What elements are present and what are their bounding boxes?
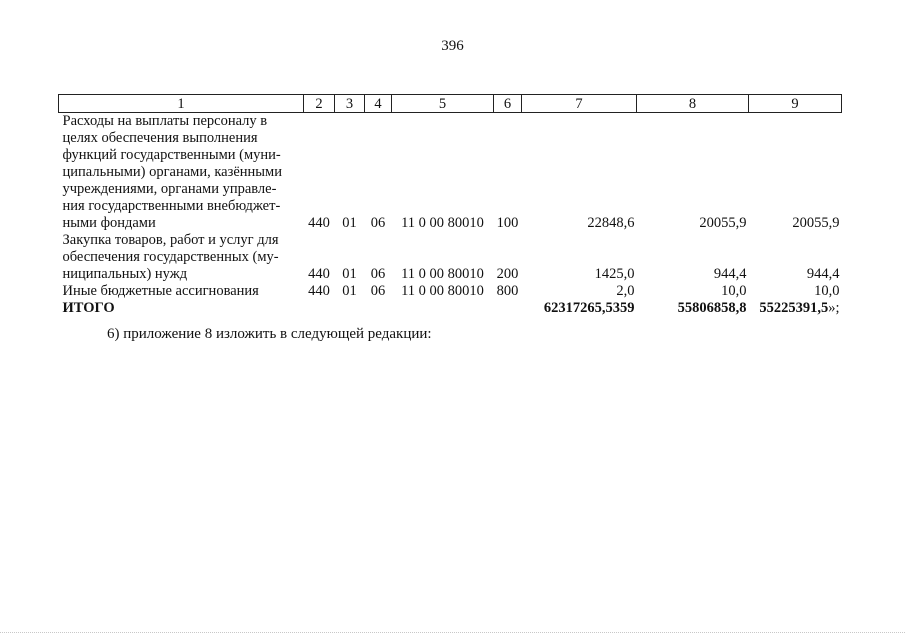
cell-amount-col9: 20055,9 (792, 215, 840, 231)
cell-subsection: 06 (370, 266, 386, 282)
row-name-line: целях обеспечения выполнения (62, 130, 258, 146)
row-name (59, 232, 304, 283)
total-row (59, 300, 842, 317)
scan-artifact-line (0, 632, 905, 634)
cell-section: 01 (342, 215, 357, 231)
cell-amount-col8: 944,4 (713, 266, 747, 282)
cell-target-article: 11 0 00 80010 (401, 283, 484, 299)
cell-amount-col8: 10,0 (721, 283, 747, 299)
cell-expense-type: 200 (496, 266, 519, 282)
budget-table (58, 94, 842, 317)
cell-ministry-code: 440 (308, 283, 330, 299)
cell-section: 01 (342, 283, 357, 299)
total-amount-col8: 55806858,8 (677, 300, 747, 316)
header-col-1: 1 (59, 95, 304, 113)
row-name-line: ципальными) органами, казёнными (62, 164, 282, 180)
row-name (59, 113, 304, 233)
header-col-9: 9 (749, 95, 842, 113)
header-col-6: 6 (494, 95, 522, 113)
row-name-line: обеспечения государственных (му- (62, 249, 279, 265)
total-amount-col7: 62317265,5359 (543, 300, 635, 316)
cell-amount-col9: 10,0 (814, 283, 840, 299)
cell-subsection: 06 (370, 283, 386, 299)
row-name-line: учреждениями, органами управле- (62, 181, 277, 197)
amendment-note: 6) приложение 8 изложить в следующей редакции: (107, 326, 432, 342)
row-name-line: ниципальных) нужд (62, 266, 188, 282)
table-header (59, 95, 842, 113)
table-row (59, 232, 842, 283)
header-col-3: 3 (335, 95, 365, 113)
cell-expense-type: 100 (496, 215, 519, 231)
cell-amount-col7: 22848,6 (587, 215, 635, 231)
row-name-line: ния государственными внебюджет- (62, 198, 281, 214)
cell-expense-type: 800 (496, 283, 519, 299)
total-amount-col9 (749, 300, 842, 317)
header-col-2: 2 (304, 95, 335, 113)
table-row (59, 113, 842, 233)
cell-amount-col7: 1425,0 (594, 266, 635, 282)
cell-subsection: 06 (370, 215, 386, 231)
row-name-line: ными фондами (62, 215, 156, 231)
table-row (59, 283, 842, 300)
row-name-line: Иные бюджетные ассигнования (62, 283, 259, 299)
header-col-8: 8 (637, 95, 749, 113)
cell-target-article: 11 0 00 80010 (401, 215, 484, 231)
cell-amount-col7: 2,0 (616, 283, 635, 299)
total-label: ИТОГО (62, 300, 115, 316)
page-number: 396 (441, 38, 464, 54)
cell-ministry-code: 440 (308, 215, 330, 231)
row-name (59, 283, 304, 300)
row-name-line: функций государственными (муни- (62, 147, 281, 163)
cell-amount-col8: 20055,9 (699, 215, 747, 231)
cell-target-article: 11 0 00 80010 (401, 266, 484, 282)
cell-section: 01 (342, 266, 357, 282)
closing-quote: »; (828, 300, 840, 316)
header-col-5: 5 (392, 95, 494, 113)
cell-ministry-code: 440 (308, 266, 330, 282)
header-col-4: 4 (365, 95, 392, 113)
row-name-line: Расходы на выплаты персоналу в (62, 113, 268, 129)
cell-amount-col9: 944,4 (806, 266, 840, 282)
row-name-line: Закупка товаров, работ и услуг для (62, 232, 279, 248)
total-amount-col9-value: 55225391,5 (759, 300, 829, 316)
header-col-7: 7 (522, 95, 637, 113)
